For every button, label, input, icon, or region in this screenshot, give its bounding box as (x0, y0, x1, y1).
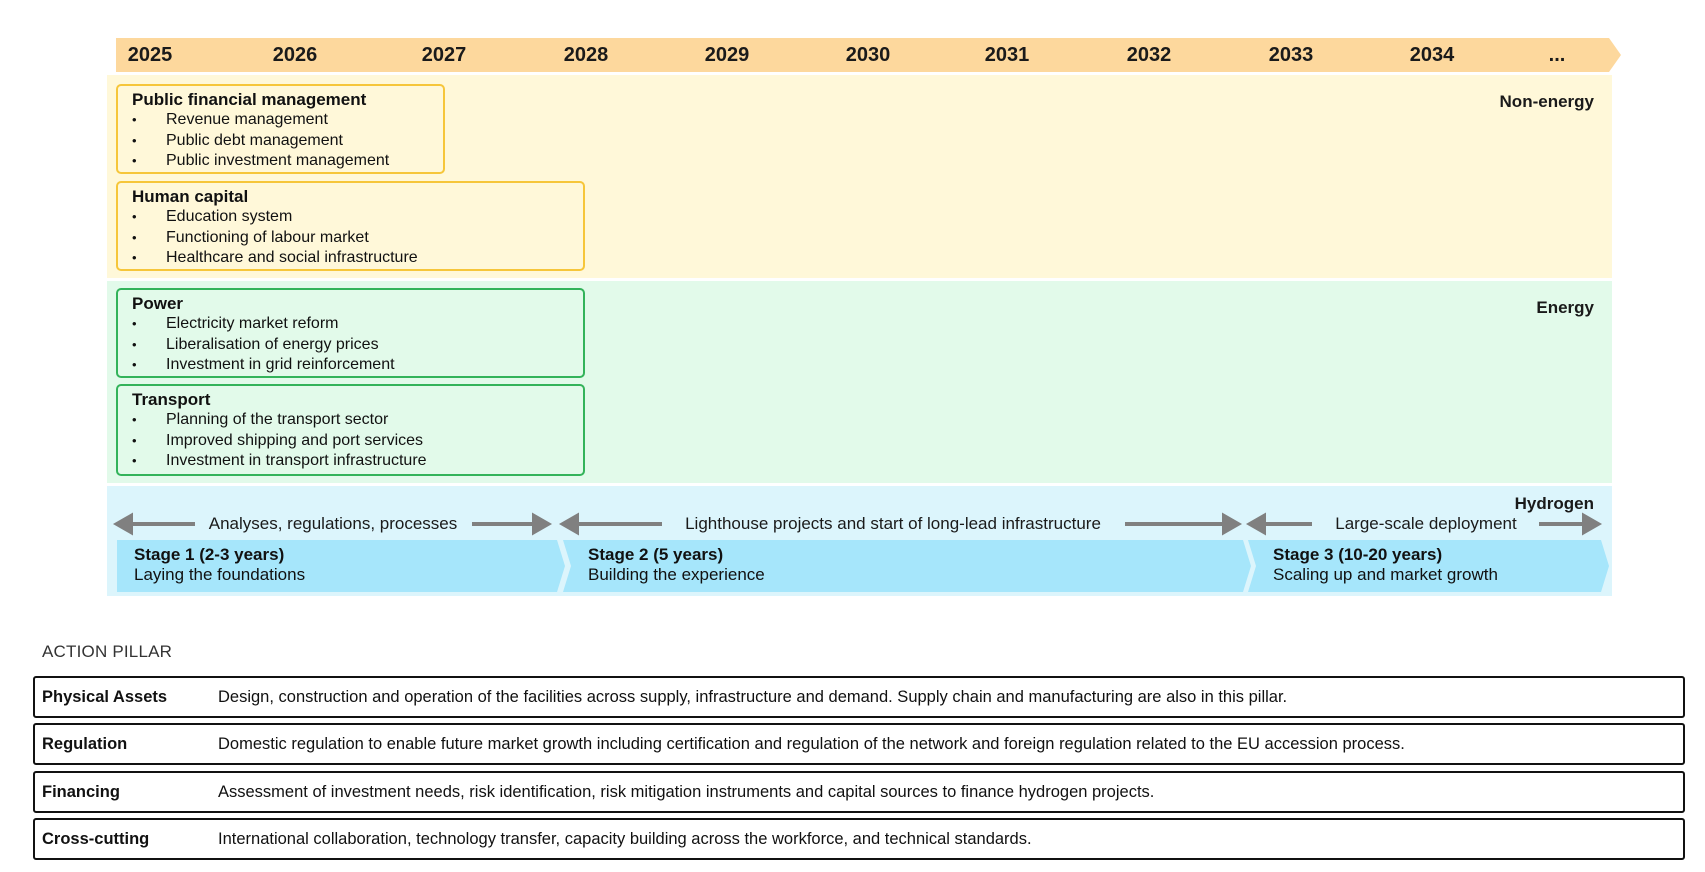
list-item: • Healthcare and social infrastructure (132, 248, 583, 269)
pillar-description: Domestic regulation to enable future market growth including certification and regulation of the network and foreign regulation related to the EU accession process. (218, 735, 1405, 753)
human-capital-box (116, 181, 585, 271)
stage-title: Stage 1 (2-3 years) (134, 545, 285, 564)
action-pillar-heading: ACTION PILLAR (42, 642, 173, 661)
box-list (132, 410, 583, 472)
stage-title: Stage 2 (5 years) (588, 545, 724, 564)
list-item: • Electricity market reform (132, 314, 583, 335)
list-item: • Functioning of labour market (132, 228, 583, 249)
list-item: • Public debt management (132, 131, 443, 152)
pillar-name: Financing (42, 783, 120, 801)
year-label: 2033 (1268, 44, 1314, 66)
pillar-description: Assessment of investment needs, risk identification, risk mitigation instruments and capital sources to finance hydrogen projects. (218, 783, 1155, 801)
box-list (132, 314, 583, 376)
list-item: • Investment in transport infrastructure (132, 451, 583, 472)
stage-2-text (588, 545, 765, 585)
list-item: • Investment in grid reinforcement (132, 355, 583, 376)
pillar-name: Physical Assets (42, 688, 168, 706)
stage-subtitle: Laying the foundations (134, 565, 306, 584)
box-list (132, 110, 443, 172)
pillar-description: International collaboration, technology transfer, capacity building across the workforce, and technical standards. (218, 830, 1032, 848)
stage-subtitle: Building the experience (588, 565, 765, 584)
year-label: ... (1548, 44, 1566, 66)
pillar-name: Cross-cutting (42, 830, 150, 848)
timeline-header (116, 38, 1621, 72)
box-title: Human capital (132, 187, 249, 206)
stage-subtitle: Scaling up and market growth (1273, 565, 1498, 584)
list-item: • Improved shipping and port services (132, 431, 583, 452)
hydrogen-arrow-labels (107, 514, 1612, 538)
year-label: 2034 (1409, 44, 1455, 66)
pillar-row-cross-cutting (33, 818, 1685, 860)
box-title: Public financial management (132, 90, 367, 109)
pillar-row-physical-assets (33, 676, 1685, 718)
year-label: 2026 (272, 44, 318, 66)
list-item: • Liberalisation of energy prices (132, 335, 583, 356)
year-label: 2031 (984, 44, 1030, 66)
year-label: 2027 (421, 44, 467, 66)
year-label: 2032 (1126, 44, 1172, 66)
non-energy-label: Non-energy (1499, 92, 1594, 111)
box-title: Power (132, 294, 184, 313)
list-item: • Revenue management (132, 110, 443, 131)
power-box (116, 288, 585, 378)
stage-3-text (1273, 545, 1498, 585)
stage-title: Stage 3 (10-20 years) (1273, 545, 1443, 564)
arrow-label: Analyses, regulations, processes (208, 514, 458, 533)
hydrogen-label: Hydrogen (1514, 494, 1594, 513)
stage-1-text (134, 545, 305, 585)
transport-box (116, 384, 585, 476)
box-list (132, 207, 583, 269)
pillar-description: Design, construction and operation of the facilities across supply, infrastructure and demand. Supply chain and manufacturing are also in this pillar. (218, 688, 1288, 706)
pillar-row-regulation (33, 723, 1685, 765)
arrow-label: Lighthouse projects and start of long-lead infrastructure (685, 514, 1101, 533)
pillar-row-financing (33, 771, 1685, 813)
arrow-label: Large-scale deployment (1335, 514, 1517, 533)
energy-label: Energy (1536, 298, 1594, 317)
year-label: 2029 (704, 44, 750, 66)
box-title: Transport (132, 390, 211, 409)
year-label: 2030 (845, 44, 891, 66)
list-item: • Planning of the transport sector (132, 410, 583, 431)
list-item: • Public investment management (132, 151, 443, 172)
year-label: 2028 (563, 44, 609, 66)
year-label: 2025 (127, 44, 173, 66)
public-financial-management-box (116, 84, 445, 174)
list-item: • Education system (132, 207, 583, 228)
pillar-name: Regulation (42, 735, 128, 753)
